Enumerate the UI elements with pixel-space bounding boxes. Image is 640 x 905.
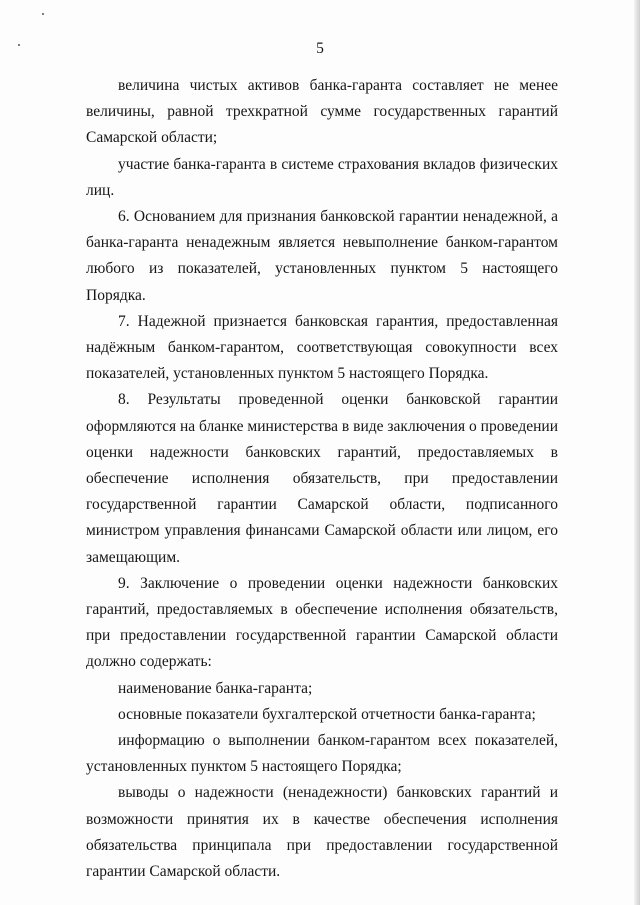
paragraph-item-8: 8. Результаты проведенной оценки банковской гарантии оформляются на бланке министерства в виде заключения о проведении оценки надежности банковских гарантий, предоставляемых в обеспечение исполнения обязательств, при предоставлении государственной гарантии Самарской области, подписанного министром управления финансами Самарской области или лицом, его замещающим. bbox=[86, 391, 558, 566]
page-number: 5 bbox=[316, 40, 324, 57]
scan-speck bbox=[42, 13, 44, 15]
list-item-bank-name: наименование банка-гаранта; bbox=[118, 679, 313, 697]
list-item-performance-info: информацию о выполнении банком-гарантом всех показателей, установленных пунктом 5 настоящего Порядка; bbox=[86, 732, 558, 776]
scan-edge bbox=[634, 0, 640, 905]
paragraph-deposit-insurance: участие банка-гаранта в системе страхования вкладов физических лиц. bbox=[86, 155, 558, 199]
list-item-conclusions: выводы о надежности (ненадежности) банковских гарантий и возможности принятия их в качестве обеспечения исполнения обязательства принципала при предоставлении государственной гарантии Самарской области. bbox=[86, 784, 558, 881]
paragraph-item-7: 7. Надежной признается банковская гарантия, предоставленная надёжным банком-гарантом, соответствующая совокупности всех показателей, установленных пунктом 5 настоящего Порядка. bbox=[86, 312, 558, 383]
paragraph-item-9: 9. Заключение о проведении оценки надежности банковских гарантий, предоставляемых в обеспечение исполнения обязательств, при предоставлении государственной гарантии Самарской области должно содержать: bbox=[86, 574, 558, 671]
list-item-accounting-indicators: основные показатели бухгалтерской отчетности банка-гаранта; bbox=[118, 705, 536, 723]
document-body bbox=[86, 73, 558, 885]
paragraph-net-assets: величина чистых активов банка-гаранта составляет не менее величины, равной трехкратной сумме государственных гарантий Самарской области; bbox=[86, 77, 558, 147]
paragraph-item-6: 6. Основанием для признания банковской гарантии ненадежной, а банка-гаранта ненадежным является невыполнение банком-гарантом любого из показателей, установленных пунктом 5 настоящего Порядка. bbox=[86, 208, 558, 304]
